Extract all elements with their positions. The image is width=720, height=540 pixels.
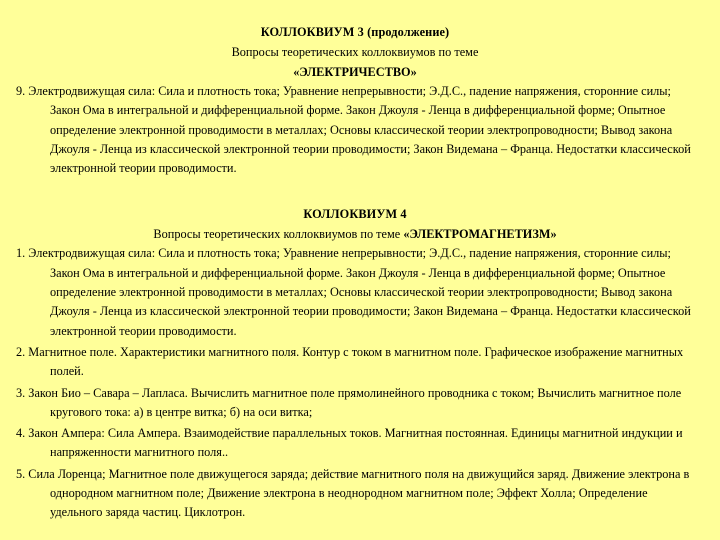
section2-subtitle-prefix: Вопросы теоретических коллоквиумов по теме xyxy=(153,227,404,242)
section2-title: КОЛЛОКВИУМ 4 xyxy=(303,207,407,222)
section-colloquium-4 xyxy=(0,204,720,522)
section1-title: КОЛЛОКВИУМ 3 (продолжение) xyxy=(260,25,450,39)
top-spacer xyxy=(0,0,720,22)
section1-topic: «ЭЛЕКТРИЧЕСТВО» xyxy=(293,65,417,79)
section-divider-spacer xyxy=(0,178,720,204)
list-item: 5. Сила Лоренца; Магнитное поле движущегося заряда; действие магнитного поля на движущийся заряд. Движение электрона в однородном магнитном поле; Движение электрона в неоднородном магнитном поле; Эффект Холла; Определение удельного заряда частиц. Циклотрон. xyxy=(16,466,690,520)
list-item: 1. Электродвижущая сила: Сила и плотность тока; Уравнение непрерывности; Э.Д.С., падение напряжения, сторонние силы; Закон Ома в интегральной и дифференциальной форме. Закон Джоуля - Ленца в дифференциальной форме; Опытное определение электронной проводимости в металлах; Основы классической теории электропроводности; Вывод закона Джоуля - Ленца из классической электронной теории проводимости; Закон Видемана – Франца. Недостатки классической электронной теории проводимости. xyxy=(16,246,691,338)
section-colloquium-3 xyxy=(0,22,720,178)
list-item: 9. Электродвижущая сила: Сила и плотность тока; Уравнение непрерывности; Э.Д.С., падение напряжения, сторонние силы; Закон Ома в интегральной и дифференциальной форме. Закон Джоуля - Ленца в дифференциальной форме; Опытное определение электронной проводимости в металлах; Основы классической теории электропроводности; Вывод закона Джоуля - Ленца из классической электронной теории проводимости; Закон Видемана – Франца. Недостатки классической электронной теории проводимости. xyxy=(16,84,691,176)
list-item: 2. Магнитное поле. Характеристики магнитного поля. Контур с током в магнитном поле. Графическое изображение магнитных полей. xyxy=(16,344,684,379)
list-item: 3. Закон Био – Савара – Лапласа. Вычислить магнитное поле прямолинейного проводника с током; Вычислить магнитное поле кругового тока: а) в центре витка; б) на оси витка; xyxy=(16,385,682,419)
section1-subtitle: Вопросы теоретических коллоквиумов по теме xyxy=(231,45,479,59)
section2-subtitle xyxy=(8,224,702,244)
section2-subtitle-topic: «ЭЛЕКТРОМАГНЕТИЗМ» xyxy=(403,227,557,242)
list-item: 4. Закон Ампера: Сила Ампера. Взаимодействие параллельных токов. Магнитная постоянная. Единицы магнитной индукции и напряженности магнитного поля.. xyxy=(16,426,683,460)
